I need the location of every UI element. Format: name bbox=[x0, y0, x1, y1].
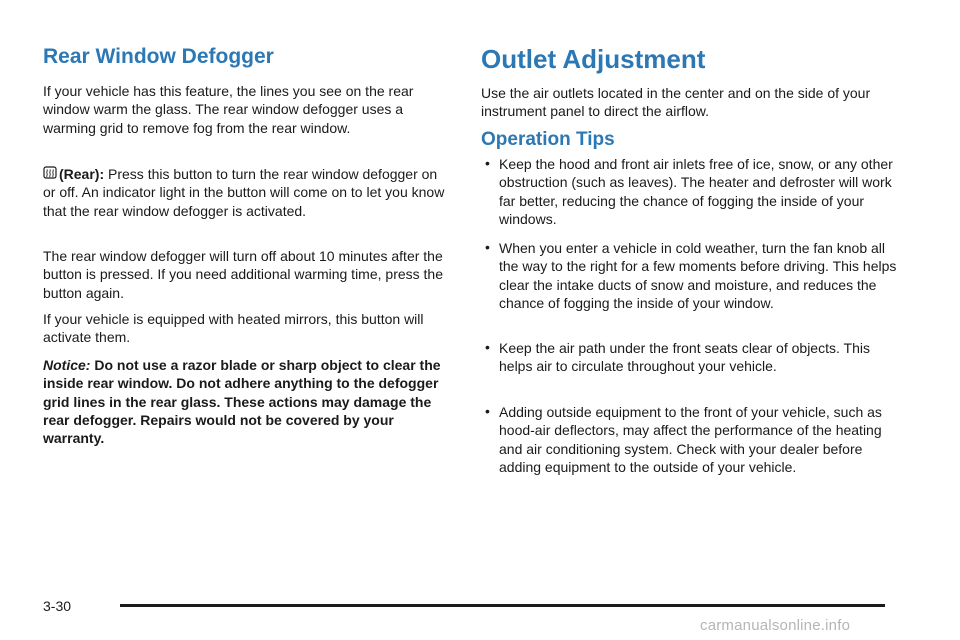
defogger-intro-paragraph: If your vehicle has this feature, the lines you see on the rear window warm the glass. The rear window defogger uses a warming grid to remove fog from the rear window. bbox=[43, 83, 414, 136]
rear-label: (Rear): bbox=[59, 166, 105, 182]
bullet-icon: • bbox=[485, 155, 490, 171]
tip-item: • Adding outside equipment to the front of your vehicle, such as hood-air deflectors, may affect the performance of the heating and air conditioning system. Check with your dealer before adding equipment to the outside of your vehicle. bbox=[485, 403, 882, 475]
tip-item: • Keep the air path under the front seats clear of objects. This helps air to circulate throughout your vehicle. bbox=[485, 339, 870, 375]
rear-defogger-icon bbox=[43, 166, 57, 180]
bullet-icon: • bbox=[485, 239, 490, 255]
watermark: carmanualsonline.info bbox=[700, 617, 851, 634]
notice-paragraph bbox=[43, 356, 453, 447]
tip-item: • When you enter a vehicle in cold weather, turn the fan knob all the way to the right for a few moments before driving. This helps clear the intake ducts of snow and moisture, and reduces the chance of fogging the inside of your window. bbox=[485, 239, 897, 311]
rear-window-defogger-heading: Rear Window Defogger bbox=[43, 45, 274, 68]
tip-item: • Keep the hood and front air inlets free of ice, snow, or any other obstruction (such as leaves). The heater and defroster will work far better, reducing the chance of fogging the inside of your windows. bbox=[485, 155, 893, 227]
footer-rule bbox=[120, 604, 885, 607]
operation-tips-heading: Operation Tips bbox=[481, 129, 615, 150]
notice-label: Notice: bbox=[43, 357, 91, 373]
auto-off-paragraph: The rear window defogger will turn off about 10 minutes after the button is pressed. If you need additional warming time, press the button again. bbox=[43, 248, 443, 301]
notice-text: Do not use a razor blade or sharp object to clear the inside rear window. Do not adhere anything to the defogger grid lines in the rear glass. These actions may damage the rear defogger. Repairs would not be covered by your warranty. bbox=[43, 357, 441, 447]
bullet-icon: • bbox=[485, 339, 490, 355]
heated-mirrors-paragraph: If your vehicle is equipped with heated mirrors, this button will activate them. bbox=[43, 311, 424, 346]
outlet-adjustment-heading: Outlet Adjustment bbox=[481, 44, 706, 74]
outlet-intro-paragraph: Use the air outlets located in the center and on the side of your instrument panel to direct the airflow. bbox=[481, 85, 871, 120]
bullet-icon: • bbox=[485, 403, 490, 419]
rear-button-paragraph bbox=[43, 165, 453, 220]
page-number: 3-30 bbox=[43, 598, 72, 614]
rear-button-description: Press this button to turn the rear window defogger on or off. An indicator light in the button will come on to let you know that the rear window defogger is activated. bbox=[43, 166, 445, 219]
